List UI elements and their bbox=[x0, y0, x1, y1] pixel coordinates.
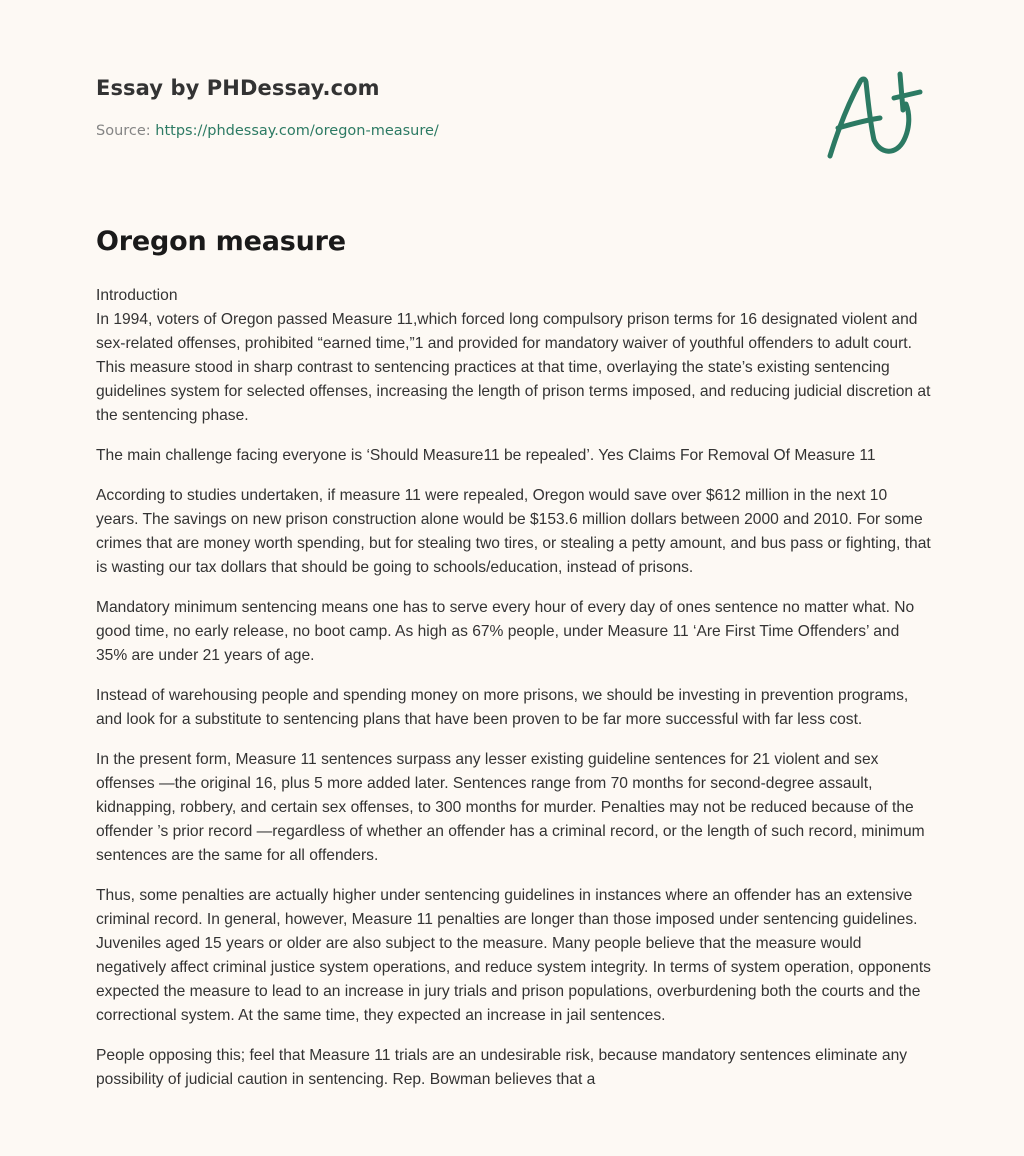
paragraph: Instead of warehousing people and spending money on more prisons, we should be investing in prevention programs, and look for a substitute to sentencing plans that have been proven to be far more successful with far less cost. bbox=[96, 687, 909, 728]
essay-title: Oregon measure bbox=[96, 226, 346, 257]
a-plus-grade-icon bbox=[824, 68, 926, 164]
paragraph: The main challenge facing everyone is ‘Should Measure11 be repealed’. Yes Claims For Removal Of Measure 11 bbox=[96, 447, 876, 464]
paragraph: People opposing this; feel that Measure 11 trials are an undesirable risk, because mandatory sentences eliminate any possibility of judicial caution in sentencing. Rep. Bowman believes that a bbox=[96, 1047, 908, 1088]
source-line bbox=[96, 123, 439, 139]
brand-title: Essay by PHDessay.com bbox=[96, 76, 380, 100]
paragraph: Mandatory minimum sentencing means one has to serve every hour of every day of ones sentence no matter what. No good time, no early release, no boot camp. As high as 67% people, under Measure 11 ‘Are First Time Offenders’ and 35% are under 21 years of age. bbox=[96, 599, 915, 664]
essay-body bbox=[96, 284, 932, 1108]
paragraph: In the present form, Measure 11 sentences surpass any lesser existing guideline sentences for 21 violent and sex offenses —the original 16, plus 5 more added later. Sentences range from 70 months for second-degree assault, kidnapping, robbery, and certain sex offenses, to 300 months for murder. Penalties may not be reduced because of the offender ’s prior record —regardless of whether an offender has a criminal record, or the length of such record, minimum sentences are the same for all offenders. bbox=[96, 751, 925, 864]
section-label-introduction: Introduction bbox=[96, 287, 178, 304]
paragraph: In 1994, voters of Oregon passed Measure 11,which forced long compulsory prison terms for 16 designated violent and sex-related offenses, prohibited “earned time,”1 and provided for mandatory waiver of youthful offenders to adult court. This measure stood in sharp contrast to sentencing practices at that time, overlaying the state’s existing sentencing guidelines system for selected offenses, increasing the length of prison terms imposed, and reducing judicial discretion at the sentencing phase. bbox=[96, 311, 931, 424]
site-header bbox=[96, 0, 932, 190]
essay-page bbox=[96, 0, 932, 1088]
source-label: Source: bbox=[96, 123, 156, 139]
paragraph: Thus, some penalties are actually higher under sentencing guidelines in instances where an offender has an extensive criminal record. In general, however, Measure 11 penalties are longer than those imposed under sentencing guidelines. Juveniles aged 15 years or older are also subject to the measure. Many people believe that the measure would negatively affect criminal justice system operations, and reduce system integrity. In terms of system operation, opponents expected the measure to lead to an increase in jury trials and prison populations, overburdening both the courts and the correctional system. At the same time, they expected an increase in jail sentences. bbox=[96, 887, 931, 1024]
paragraph: According to studies undertaken, if measure 11 were repealed, Oregon would save over $612 million in the next 10 years. The savings on new prison construction alone would be $153.6 million dollars between 2000 and 2010. For some crimes that are money worth spending, but for stealing two tires, or stealing a petty amount, and bus pass or fighting, that is wasting our tax dollars that should be going to schools/education, instead of prisons. bbox=[96, 487, 931, 576]
source-link[interactable]: https://phdessay.com/oregon-measure/ bbox=[155, 123, 439, 139]
